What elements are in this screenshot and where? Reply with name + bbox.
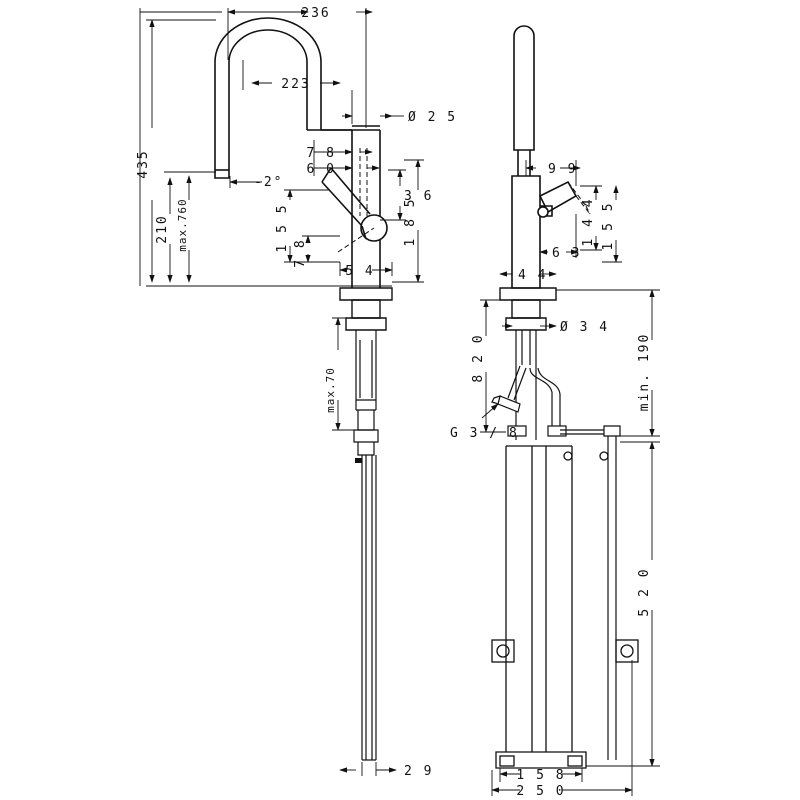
dim-thread: G 3 / 8: [450, 426, 519, 441]
dim-155-left: 1 5 5: [275, 203, 290, 253]
side-hoses: [492, 330, 620, 760]
front-shank: [354, 330, 378, 455]
dim-spout-height: 223: [281, 77, 311, 92]
dim-spout-diameter: Ø 2 5: [408, 110, 458, 125]
dim-total-height: 435: [136, 149, 151, 179]
dim-99: 9 9: [548, 162, 578, 177]
dim-54: 5 4: [345, 264, 375, 279]
dim-820: 8 2 0: [471, 333, 486, 383]
front-base: [340, 288, 392, 330]
dim-36: 3 6: [404, 189, 434, 204]
dim-spout-reach: 236: [301, 6, 331, 21]
lever-handle: [322, 168, 387, 241]
dim-shank-diameter: Ø 3 4: [560, 320, 610, 335]
dim-max-70: max.70: [324, 367, 337, 413]
dim-min-190: min. 190: [637, 332, 652, 412]
dim-155-right: 1 5 5: [601, 201, 616, 251]
dim-max-760: max.760: [176, 198, 189, 252]
dim-250: 2 5 0: [516, 784, 566, 799]
dim-520: 5 2 0: [637, 567, 652, 617]
dim-185: 1 8 5: [403, 197, 418, 247]
dim-158: 1 5 8: [516, 768, 566, 783]
dim-body-height: 210: [155, 214, 170, 244]
dim-60: 6 0: [306, 162, 336, 177]
front-hose-rails: [355, 455, 376, 760]
dim-angle: -2°: [254, 175, 284, 190]
dim-78-upper: 7 8: [306, 146, 336, 161]
dim-78-lower: 7 8: [293, 238, 308, 268]
dim-63: 6 3: [552, 246, 582, 261]
dim-29: 2 9: [404, 764, 434, 779]
dim-144: 1 4 4: [581, 197, 596, 247]
side-base: [500, 288, 556, 330]
dim-44: 4 4: [518, 268, 548, 283]
